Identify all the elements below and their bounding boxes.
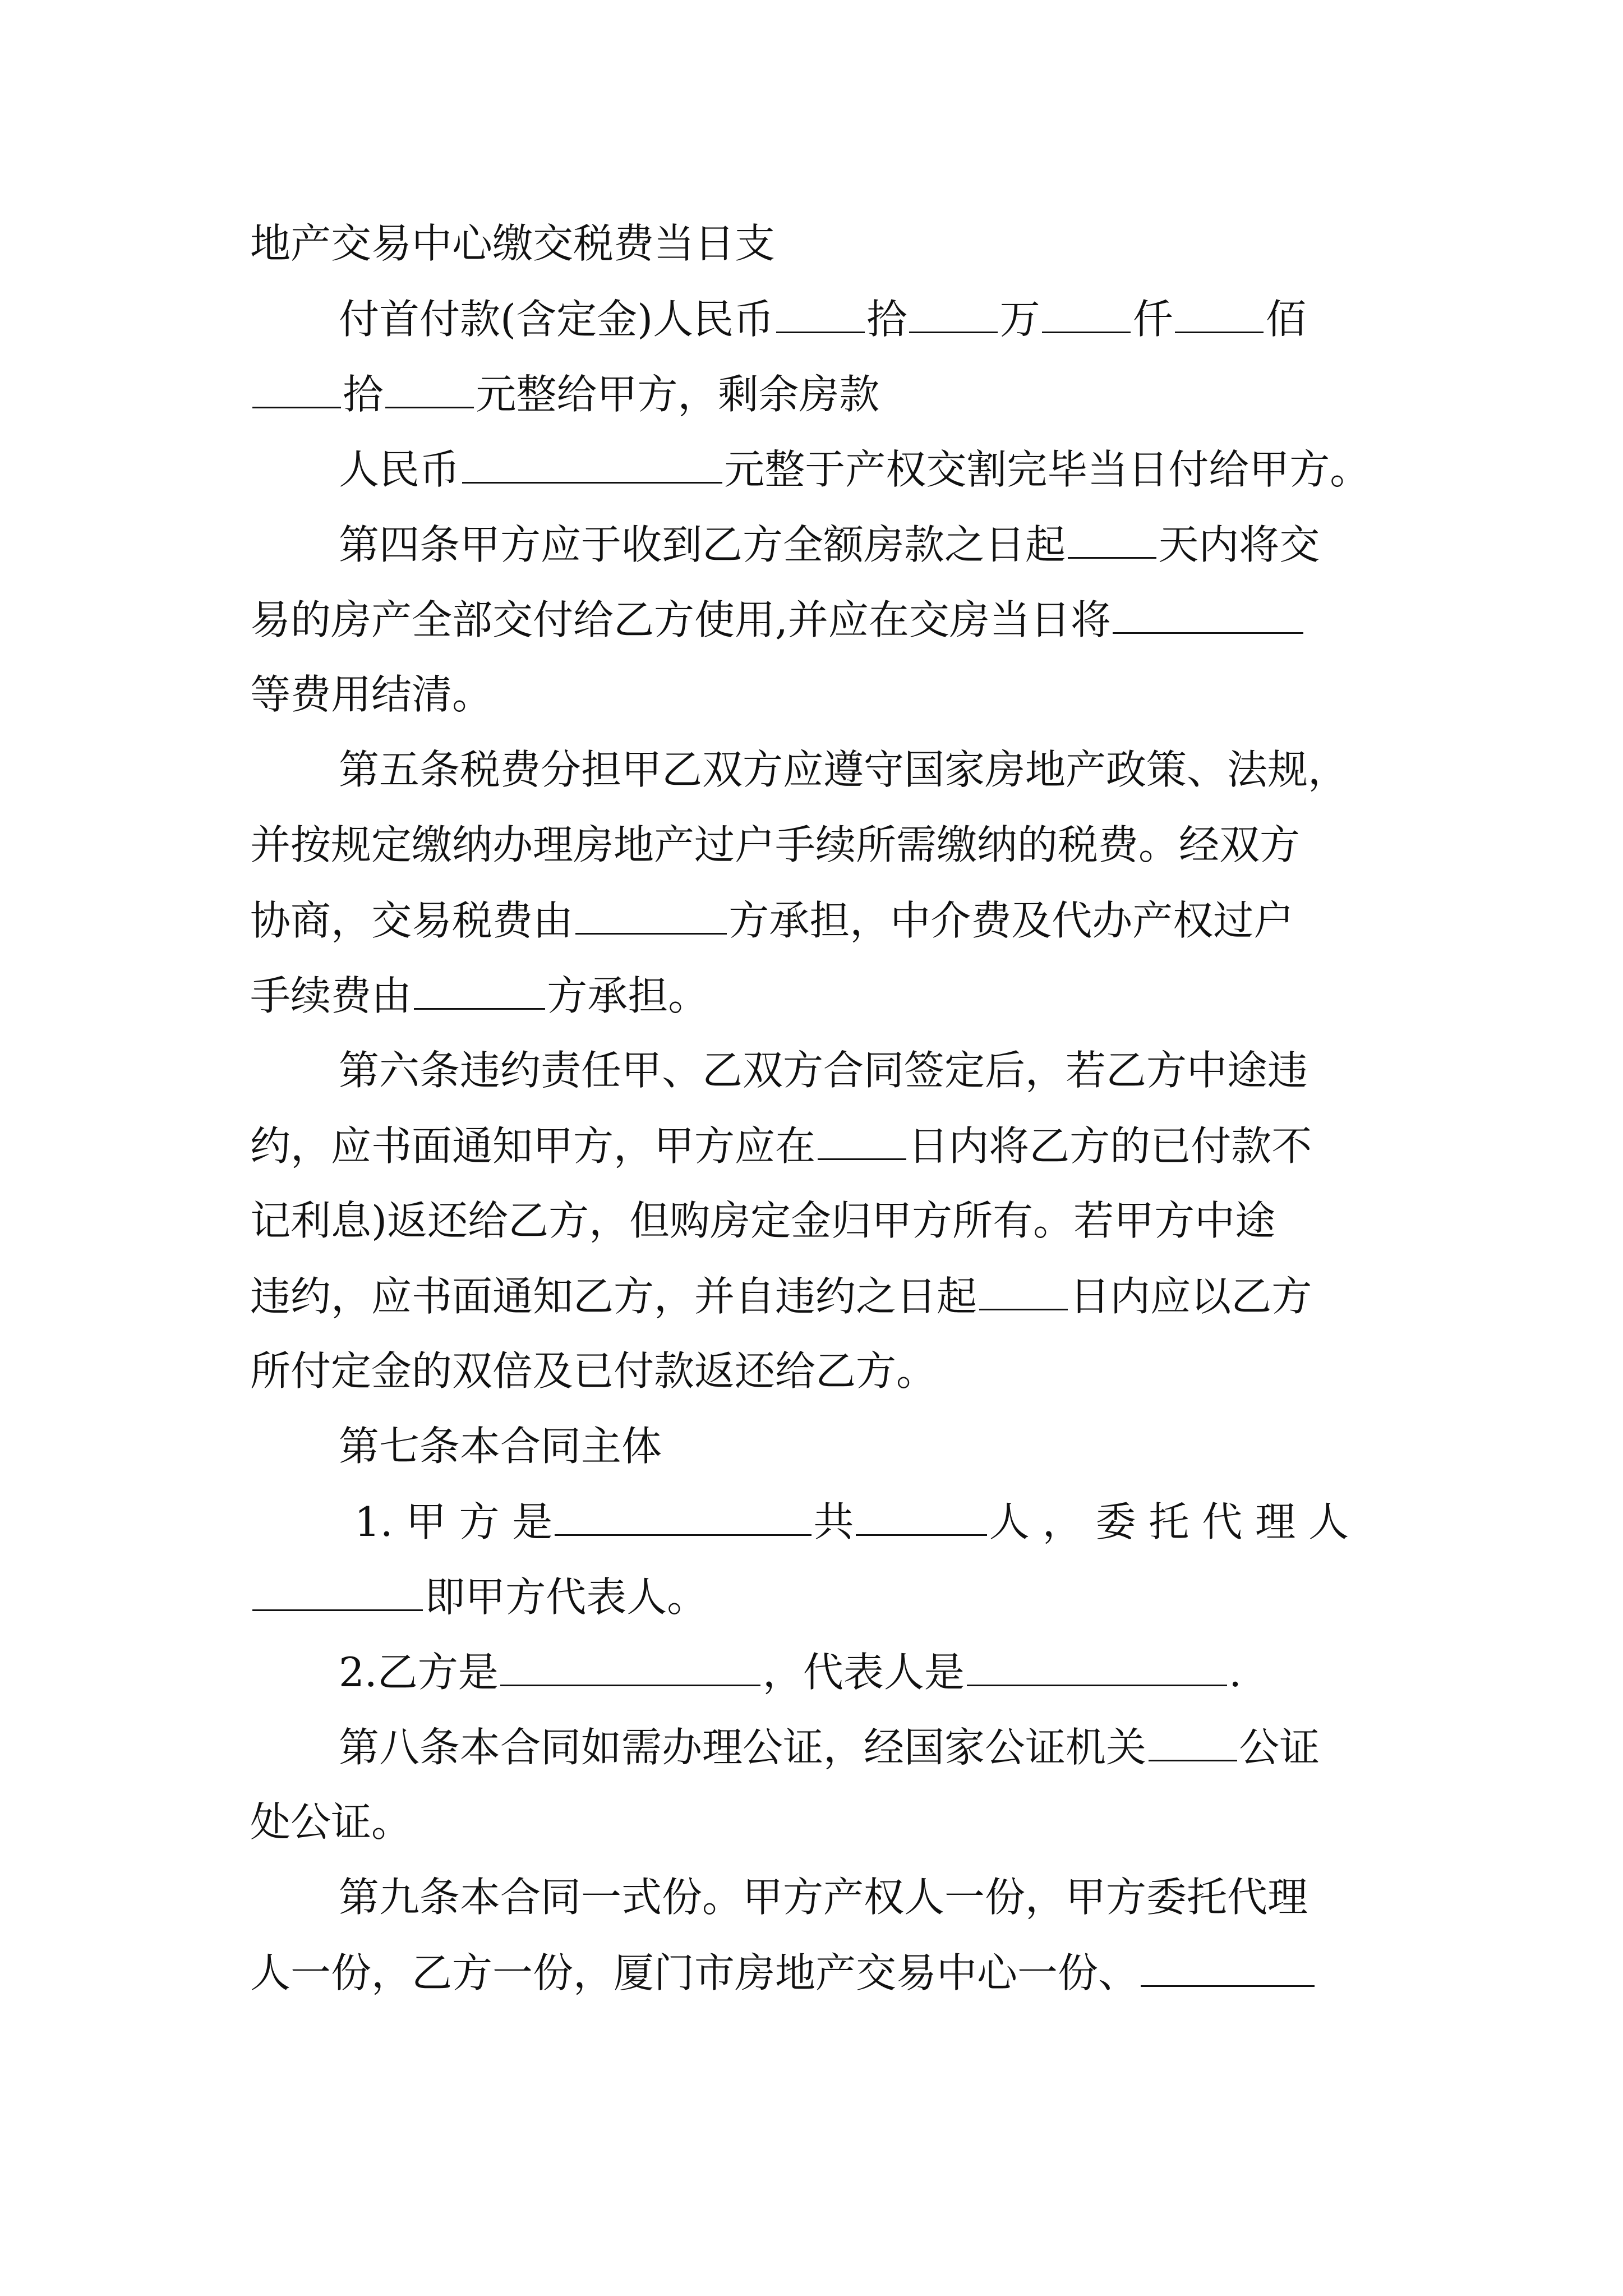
text-span: 元整给甲方，剩余房款 bbox=[476, 371, 880, 418]
fill-blank bbox=[575, 900, 727, 935]
fill-blank bbox=[1113, 599, 1303, 634]
text-line bbox=[339, 746, 1349, 793]
fill-blank bbox=[1175, 298, 1264, 333]
text-line bbox=[250, 1798, 412, 1846]
text-span: 万 bbox=[999, 296, 1040, 343]
text-span: 拾 bbox=[866, 296, 907, 343]
text-line bbox=[250, 1949, 1316, 1997]
text-line bbox=[250, 1347, 937, 1395]
text-span: 共 bbox=[813, 1498, 854, 1546]
fill-blank bbox=[1141, 1952, 1315, 1987]
text-span: 1. 甲 方 是 bbox=[354, 1498, 553, 1546]
text-line bbox=[250, 371, 880, 418]
fill-blank bbox=[1042, 298, 1131, 333]
text-span: 第五条税费分担甲乙双方应遵守国家房地产政策、法规， bbox=[339, 746, 1349, 793]
text-line bbox=[339, 1423, 662, 1470]
fill-blank bbox=[555, 1501, 811, 1536]
text-span: 元整于产权交割完毕当日付给甲方。 bbox=[724, 446, 1371, 494]
text-span: 方承担，中介费及代办产权过户 bbox=[728, 897, 1294, 945]
text-line bbox=[250, 821, 1301, 868]
text-span: 第九条本合同一式份。甲方产权人一份，甲方委托代理 bbox=[339, 1874, 1308, 1921]
text-span: 日内将乙方的已付款不 bbox=[908, 1122, 1312, 1170]
text-line bbox=[250, 671, 493, 718]
text-line bbox=[339, 521, 1320, 569]
text-span: 付首付款(含定金)人民币 bbox=[339, 296, 774, 343]
text-span: 公证 bbox=[1239, 1724, 1320, 1772]
text-line bbox=[250, 220, 776, 267]
fill-blank bbox=[818, 1125, 906, 1160]
text-line bbox=[250, 1273, 1312, 1320]
fill-blank bbox=[462, 449, 722, 484]
text-span: 2.乙方是 bbox=[339, 1649, 499, 1696]
text-span: 第八条本合同如需办理公证，经国家公证机关 bbox=[339, 1724, 1147, 1772]
text-span: 拾 bbox=[343, 371, 384, 418]
text-span: 人一份，乙方一份，厦门市房地产交易中心一份、 bbox=[250, 1949, 1139, 1997]
text-span: 协商，交易税费由 bbox=[250, 897, 574, 945]
fill-blank bbox=[1068, 524, 1156, 559]
text-span: . bbox=[1229, 1649, 1242, 1696]
text-span: 第七条本合同主体 bbox=[339, 1423, 662, 1470]
text-span: 易的房产全部交付给乙方使用,并应在交房当日将 bbox=[250, 596, 1111, 644]
fill-blank bbox=[385, 374, 474, 408]
text-span: 地产交易中心缴交税费当日支 bbox=[250, 220, 776, 267]
fill-blank bbox=[252, 374, 341, 408]
text-span: 人民币 bbox=[339, 446, 460, 494]
fill-blank bbox=[252, 1576, 423, 1611]
text-span: 第四条甲方应于收到乙方全额房款之日起 bbox=[339, 521, 1066, 569]
fill-blank bbox=[1149, 1727, 1237, 1761]
text-span: 处公证。 bbox=[250, 1798, 412, 1846]
text-span: ，代表人是 bbox=[762, 1649, 965, 1696]
text-line bbox=[250, 1122, 1312, 1170]
text-line bbox=[339, 296, 1306, 343]
text-span: 等费用结清。 bbox=[250, 671, 493, 718]
fill-blank bbox=[979, 1276, 1068, 1310]
text-span: 所付定金的双倍及已付款返还给乙方。 bbox=[250, 1347, 937, 1395]
text-line bbox=[339, 1649, 1242, 1696]
text-span: 第六条违约责任甲、乙双方合同签定后，若乙方中途违 bbox=[339, 1047, 1308, 1094]
text-span: 违约，应书面通知乙方，并自违约之日起 bbox=[250, 1273, 978, 1320]
fill-blank bbox=[856, 1501, 987, 1536]
text-line bbox=[250, 972, 709, 1020]
fill-blank bbox=[909, 298, 998, 333]
text-span: 约，应书面通知甲方，甲方应在 bbox=[250, 1122, 816, 1170]
text-span: 日内应以乙方 bbox=[1069, 1273, 1312, 1320]
text-line bbox=[250, 1197, 1276, 1244]
text-line bbox=[339, 446, 1371, 494]
text-line bbox=[250, 596, 1306, 644]
text-line bbox=[250, 897, 1294, 945]
fill-blank bbox=[414, 975, 545, 1010]
text-line bbox=[354, 1498, 1349, 1546]
text-span: 手续费由 bbox=[250, 972, 412, 1020]
text-span: 人 ， 委 托 代 理 人 bbox=[989, 1498, 1349, 1546]
text-span: 即甲方代表人。 bbox=[425, 1573, 708, 1621]
text-line bbox=[250, 1573, 708, 1621]
text-span: 仟 bbox=[1132, 296, 1173, 343]
text-span: 天内将交 bbox=[1158, 521, 1320, 569]
text-span: 并按规定缴纳办理房地产过户手续所需缴纳的税费。经双方 bbox=[250, 821, 1301, 868]
text-line bbox=[339, 1874, 1308, 1921]
text-line bbox=[339, 1724, 1320, 1772]
text-span: 记利息)返还给乙方，但购房定金归甲方所有。若甲方中途 bbox=[250, 1197, 1276, 1244]
fill-blank bbox=[967, 1651, 1227, 1686]
fill-blank bbox=[500, 1651, 760, 1686]
text-span: 方承担。 bbox=[547, 972, 709, 1020]
fill-blank bbox=[776, 298, 865, 333]
text-line bbox=[339, 1047, 1308, 1094]
text-span: 佰 bbox=[1265, 296, 1306, 343]
